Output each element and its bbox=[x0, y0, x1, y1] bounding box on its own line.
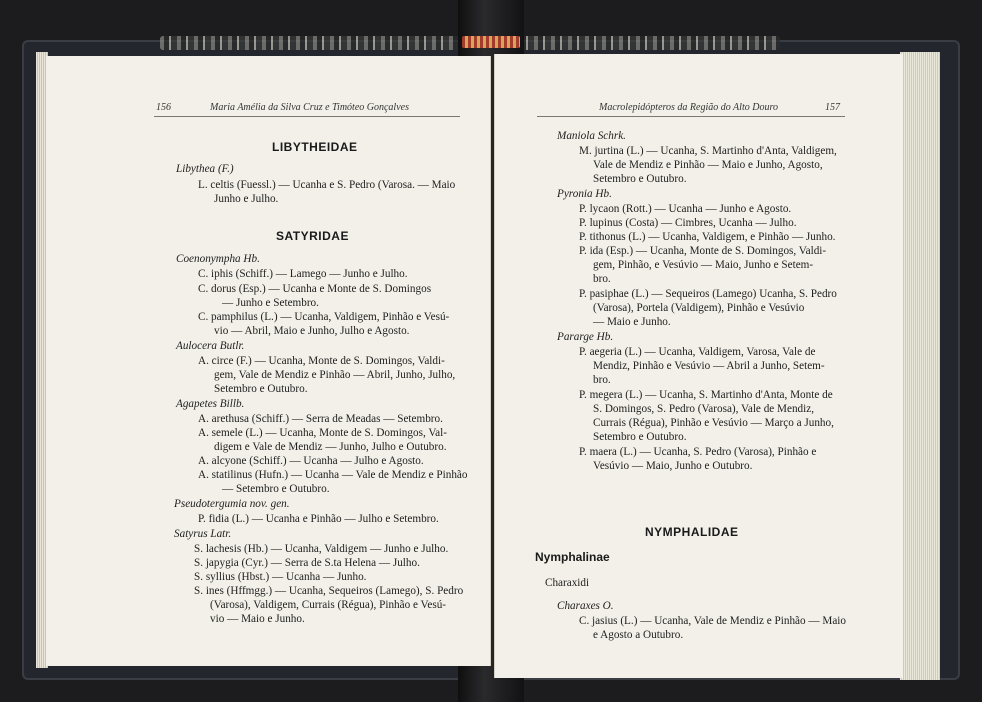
species-line: Setembro e Outubro. bbox=[593, 173, 687, 185]
species-line: — Setembro e Outubro. bbox=[222, 483, 330, 495]
species-line: bro. bbox=[593, 374, 611, 386]
subfamily-heading: Nymphalinae bbox=[535, 550, 610, 564]
species-line: S. syllius (Hbst.) — Ucanha — Junho. bbox=[194, 571, 367, 583]
running-head: Maria Amélia da Silva Cruz e Timóteo Gonçalves bbox=[210, 102, 409, 113]
species-line: P. pasiphae (L.) — Sequeiros (Lamego) Ucanha, S. Pedro bbox=[579, 288, 837, 300]
genus-line: Aulocera Butlr. bbox=[176, 340, 245, 352]
genus-line: Agapetes Billb. bbox=[176, 398, 245, 410]
section-heading-libytheidae: LIBYTHEIDAE bbox=[272, 140, 358, 154]
species-line: S. japygia (Cyr.) — Serra de S.ta Helena — Julho. bbox=[194, 557, 420, 569]
species-line: P. lycaon (Rott.) — Ucanha — Junho e Agosto. bbox=[579, 203, 792, 215]
species-line: (Varosa), Valdigem, Currais (Régua), Pinhão e Vesú- bbox=[210, 599, 447, 611]
species-line: Setembro e Outubro. bbox=[214, 383, 308, 395]
species-line: bro. bbox=[593, 273, 611, 285]
genus-line: Maniola Schrk. bbox=[557, 130, 626, 142]
species-line: P. fidia (L.) — Ucanha e Pinhão — Julho e Setembro. bbox=[198, 513, 439, 525]
species-line: Setembro e Outubro. bbox=[593, 431, 687, 443]
header-rule bbox=[537, 116, 845, 117]
species-line: A. arethusa (Schiff.) — Serra de Meadas — Setembro. bbox=[198, 413, 443, 425]
species-line: Currais (Régua), Pinhão e Vesúvio — Março a Junho, bbox=[593, 417, 834, 429]
section-heading-nymphalidae: NYMPHALIDAE bbox=[645, 525, 739, 539]
species-line: gem, Vale de Mendiz e Pinhão — Abril, Junho, Julho, bbox=[214, 369, 456, 381]
species-line: L. celtis (Fuessl.) — Ucanha e S. Pedro (Varosa. — Maio bbox=[198, 179, 456, 191]
species-line: P. ida (Esp.) — Ucanha, Monte de S. Domingos, Valdi- bbox=[579, 245, 827, 257]
page-number: 157 bbox=[825, 102, 840, 113]
running-head: Macrolepidópteros da Região do Alto Douro bbox=[599, 102, 778, 113]
species-line: Vesúvio — Maio, Junho e Outubro. bbox=[593, 460, 753, 472]
species-line: — Junho e Setembro. bbox=[222, 297, 319, 309]
species-line: (Varosa), Portela (Valdigem), Pinhão e Vesúvio bbox=[593, 302, 805, 314]
page-number: 156 bbox=[156, 102, 171, 113]
species-line: vio — Abril, Maio e Junho, Julho e Agosto. bbox=[214, 325, 410, 337]
genus-line: Satyrus Latr. bbox=[174, 528, 232, 540]
species-line: C. jasius (L.) — Ucanha, Vale de Mendiz e Pinhão — Maio bbox=[579, 615, 846, 627]
species-line: Junho e Julho. bbox=[214, 193, 279, 205]
genus-line: Pseudotergumia nov. gen. bbox=[174, 498, 290, 510]
species-line: C. iphis (Schiff.) — Lamego — Junho e Julho. bbox=[198, 268, 408, 280]
species-line: vio — Maio e Junho. bbox=[210, 613, 305, 625]
species-line: P. megera (L.) — Ucanha, S. Martinho d'Anta, Monte de bbox=[579, 389, 833, 401]
genus-line: Pyronia Hb. bbox=[557, 188, 612, 200]
species-line: M. jurtina (L.) — Ucanha, S. Martinho d'Anta, Valdigem, bbox=[579, 145, 837, 157]
species-line: e Agosto a Outubro. bbox=[593, 629, 684, 641]
genus-line: Pararge Hb. bbox=[557, 331, 614, 343]
headband bbox=[462, 36, 520, 48]
species-line: C. dorus (Esp.) — Ucanha e Monte de S. Domingos bbox=[198, 283, 432, 295]
species-line: Vale de Mendiz e Pinhão — Maio e Junho, Agosto, bbox=[593, 159, 823, 171]
species-line: A. statilinus (Hufn.) — Ucanha — Vale de Mendiz e Pinhão bbox=[198, 469, 468, 481]
right-page bbox=[494, 54, 903, 678]
species-line: A. circe (F.) — Ucanha, Monte de S. Domingos, Valdi- bbox=[198, 355, 445, 367]
species-line: S. ines (Hffmgg.) — Ucanha, Sequeiros (Lamego), S. Pedro bbox=[194, 585, 464, 597]
right-page-edges bbox=[900, 52, 940, 680]
species-line: P. tithonus (L.) — Ucanha, Valdigem, e Pinhão — Junho. bbox=[579, 231, 836, 243]
species-line: digem e Vale de Mendiz — Junho, Julho e Outubro. bbox=[214, 441, 447, 453]
section-heading-satyridae: SATYRIDAE bbox=[276, 229, 349, 243]
genus-line: Libythea (F.) bbox=[176, 163, 234, 175]
species-line: S. Domingos, S. Pedro (Varosa), Vale de Mendiz, bbox=[593, 403, 815, 415]
genus-line: Charaxes O. bbox=[557, 600, 614, 612]
genus-line: Coenonympha Hb. bbox=[176, 253, 260, 265]
species-line: P. lupinus (Costa) — Cimbres, Ucanha — Julho. bbox=[579, 217, 797, 229]
left-page bbox=[46, 56, 491, 666]
species-line: A. alcyone (Schiff.) — Ucanha — Julho e Agosto. bbox=[198, 455, 424, 467]
species-line: — Maio e Junho. bbox=[593, 316, 671, 328]
species-line: P. maera (L.) — Ucanha, S. Pedro (Varosa), Pinhão e bbox=[579, 446, 817, 458]
species-line: P. aegeria (L.) — Ucanha, Valdigem, Varosa, Vale de bbox=[579, 346, 816, 358]
species-line: Mendiz, Pinhão e Vesúvio — Abril a Junho, Setem- bbox=[593, 360, 825, 372]
species-line: C. pamphilus (L.) — Ucanha, Valdigem, Pinhão e Vesú- bbox=[198, 311, 450, 323]
species-line: A. semele (L.) — Ucanha, Monte de S. Domingos, Val- bbox=[198, 427, 447, 439]
header-rule bbox=[154, 116, 460, 117]
tribe-line: Charaxidi bbox=[545, 577, 590, 589]
species-line: S. lachesis (Hb.) — Ucanha, Valdigem — Junho e Julho. bbox=[194, 543, 449, 555]
species-line: gem, Pinhão, e Vesúvio — Maio, Junho e Setem- bbox=[593, 259, 814, 271]
